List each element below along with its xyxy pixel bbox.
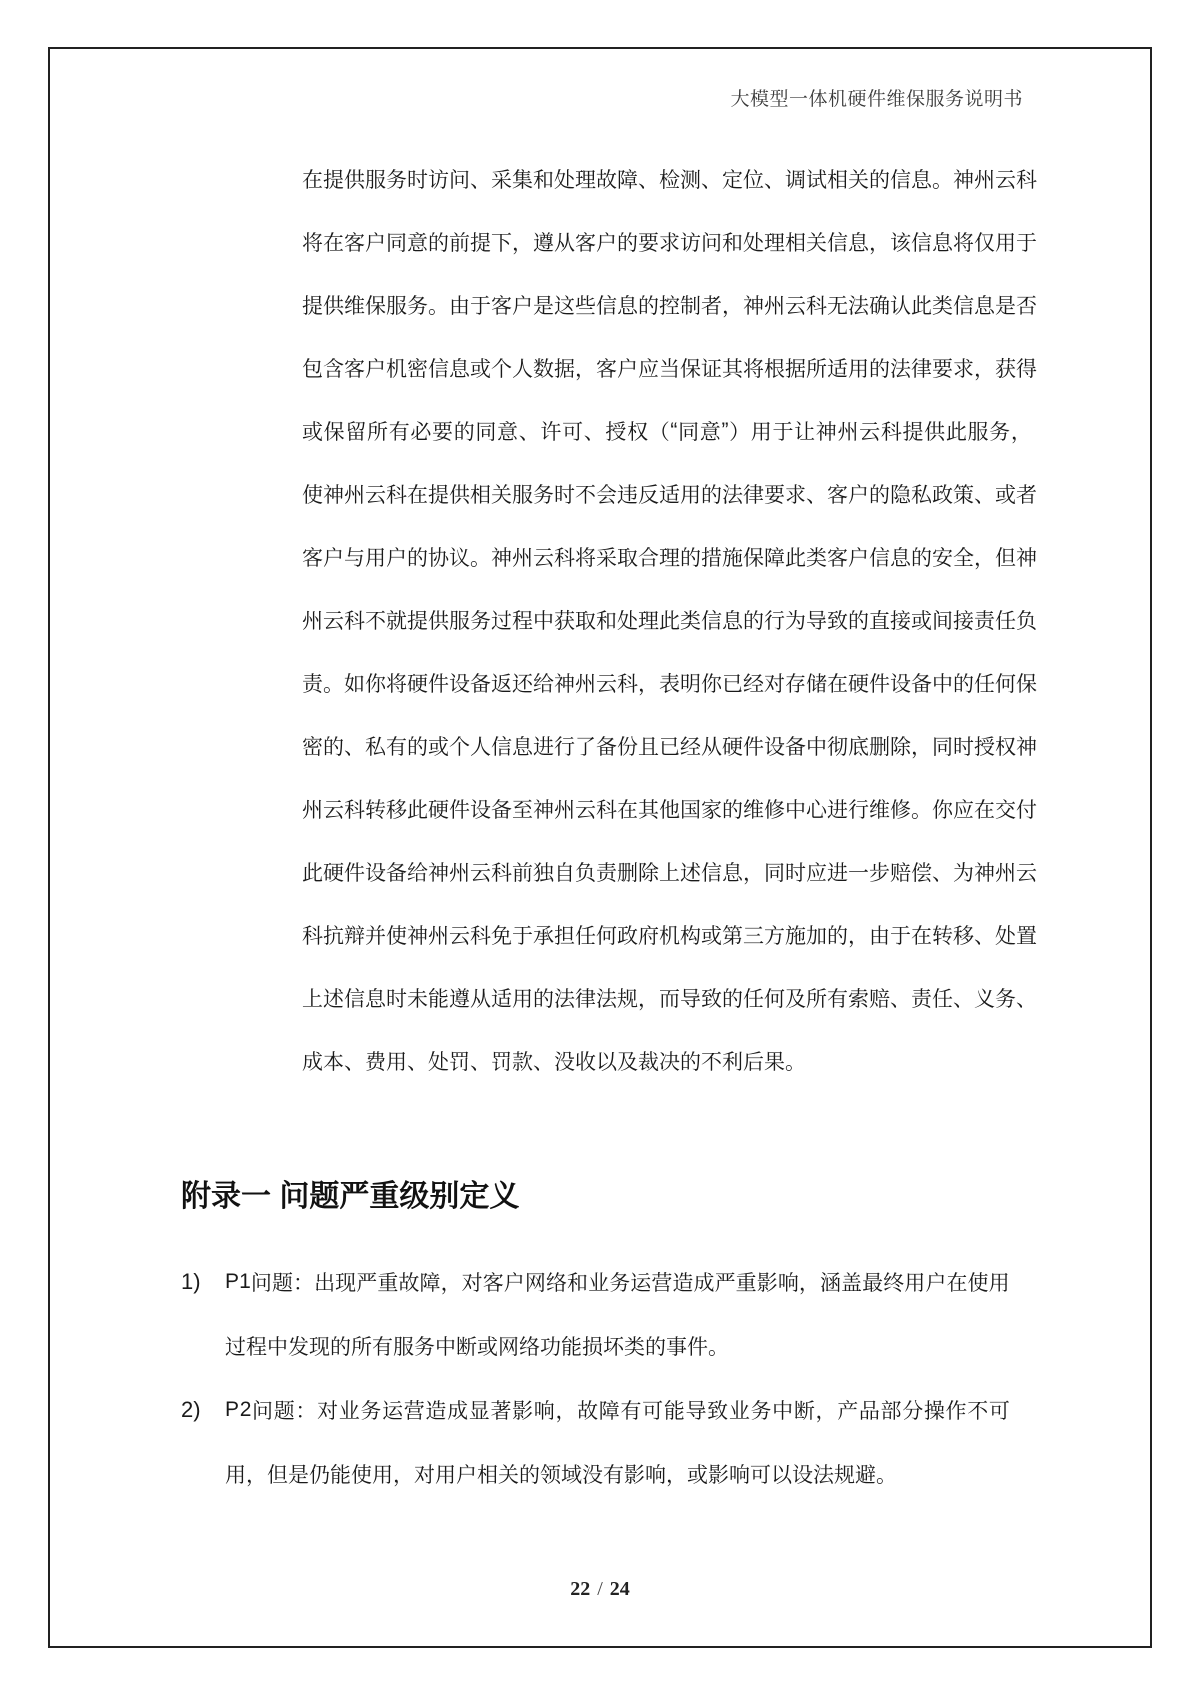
list-item: [181, 1250, 1011, 1314]
list-marker: 2): [181, 1397, 201, 1422]
list-item-line: P 1 问 题 ： 出 现 严 重 故 障 ， 对 客 户 网 络 和 业 务 运 营 造 成 严 重 影 响 ， 涵 盖 最 终 用 户 在 使 用: [225, 1270, 1010, 1295]
list-item: [181, 1378, 1011, 1442]
paragraph-line: 使 神 州 云 科 在 提 供 相 关 服 务 时 不 会 违 反 适 用 的 法 律 要 求 、 客 户 的 隐 私 政 策 、 或 者: [302, 483, 1037, 507]
list-item-line: 过程中发现的所有服务中断或网络功能损坏类的事件。: [225, 1336, 729, 1359]
paragraph-line: 责 。 如 你 将 硬 件 设 备 返 还 给 神 州 云 科 ， 表 明 你 已 经 对 存 储 在 硬 件 设 备 中 的 任 何 保: [302, 672, 1037, 696]
page-number-separator: /: [597, 1578, 603, 1600]
paragraph-line: 上 述 信 息 时 未 能 遵 从 适 用 的 法 律 法 规 ， 而 导 致 的 任 何 及 所 有 索 赔 、 责 任 、 义 务 、: [302, 987, 1037, 1011]
list-marker: 1): [181, 1269, 201, 1294]
severity-definition-list: [181, 1250, 1011, 1506]
paragraph-line: 或 保 留 所 有 必 要 的 同 意 、 许 可 、 授 权 （ “ 同 意 ” ） 用 于 让 神 州 云 科 提 供 此 服 务 ，: [302, 418, 1032, 444]
paragraph-line: 密 的 、 私 有 的 或 个 人 信 息 进 行 了 备 份 且 已 经 从 硬 件 设 备 中 彻 底 删 除 ， 同 时 授 权 神: [302, 735, 1037, 759]
paragraph-line: 将 在 客 户 同 意 的 前 提 下 ， 遵 从 客 户 的 要 求 访 问 和 处 理 相 关 信 息 ， 该 信 息 将 仅 用 于: [302, 231, 1037, 255]
paragraph-line: 州 云 科 转 移 此 硬 件 设 备 至 神 州 云 科 在 其 他 国 家 的 维 修 中 心 进 行 维 修 。 你 应 在 交 付: [302, 798, 1037, 822]
list-item-continuation: [181, 1314, 1011, 1378]
paragraph-line: 州 云 科 不 就 提 供 服 务 过 程 中 获 取 和 处 理 此 类 信 息 的 行 为 导 致 的 直 接 或 间 接 责 任 负: [302, 609, 1037, 633]
list-item-continuation: [181, 1442, 1011, 1506]
paragraph-line: 成本、费用、处罚、罚款、没收以及裁决的不利后果。: [302, 1050, 806, 1074]
total-pages: 24: [609, 1578, 630, 1600]
paragraph-line: 包 含 客 户 机 密 信 息 或 个 人 数 据 ， 客 户 应 当 保 证 其 将 根 据 所 适 用 的 法 律 要 求 ， 获 得: [302, 357, 1037, 381]
paragraph-line: 提 供 维 保 服 务 。 由 于 客 户 是 这 些 信 息 的 控 制 者 ， 神 州 云 科 无 法 确 认 此 类 信 息 是 否: [302, 294, 1037, 318]
paragraph-line: 在 提 供 服 务 时 访 问 、 采 集 和 处 理 故 障 、 检 测 、 定 位 、 调 试 相 关 的 信 息 。 神 州 云 科: [302, 168, 1037, 192]
paragraph-line: 客 户 与 用 户 的 协 议 。 神 州 云 科 将 采 取 合 理 的 措 施 保 障 此 类 客 户 信 息 的 安 全 ， 但 神: [302, 546, 1037, 570]
page-footer: [0, 1578, 1200, 1601]
paragraph-line: 此 硬 件 设 备 给 神 州 云 科 前 独 自 负 责 删 除 上 述 信 息 ， 同 时 应 进 一 步 赔 偿 、 为 神 州 云: [302, 861, 1037, 885]
body-paragraph: [302, 147, 1037, 1092]
list-item-line: 用，但是仍能使用，对用户相关的领域没有影响，或影响可以设法规避。: [225, 1464, 897, 1487]
list-item-line: P 2 问 题 ： 对 业 务 运 营 造 成 显 著 影 响 ， 故 障 有 可 能 导 致 业 务 中 断 ， 产 品 部 分 操 作 不 可: [225, 1398, 1010, 1423]
page-number: 22: [570, 1578, 591, 1600]
appendix-heading: 附录一 问题严重级别定义: [181, 1180, 520, 1213]
paragraph-line: 科 抗 辩 并 使 神 州 云 科 免 于 承 担 任 何 政 府 机 构 或 第 三 方 施 加 的 ， 由 于 在 转 移 、 处 置: [302, 924, 1037, 948]
running-header-title: 大模型一体机硬件维保服务说明书: [730, 89, 1023, 110]
